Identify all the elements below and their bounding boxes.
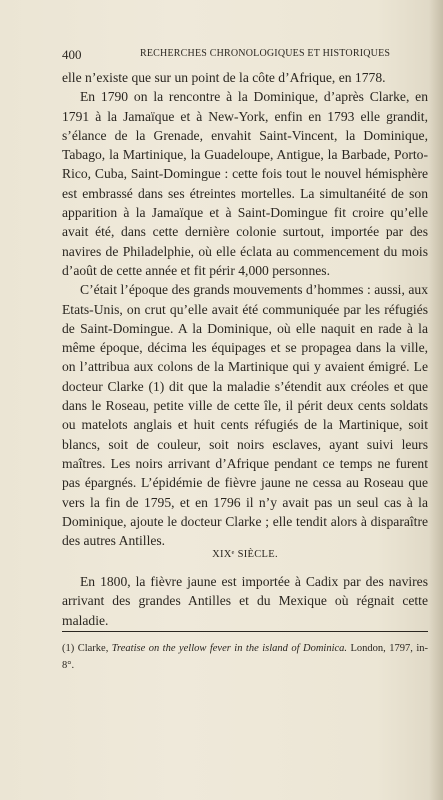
- page-shadow: [429, 0, 443, 800]
- paragraph-1790: En 1790 on la rencontre à la Dominique, d’après Clarke, en 1791 à la Jamaïque et à New-York, enfin en 1793 elle grandit, s’élance de la Grenade, envahit Saint-Vincent, la Dominique, Tabago, la Martinique, la Guadeloupe, Antigue, la Barbade, Porto-Rico, Cuba, Saint-Domingue : cette fois tout le nouvel hémisphère est embrassé dans ses étreintes mortelles. La simultanéité de son apparition à la Jamaïque et à Saint-Domingue fit croire qu’elle avait été, dans cette dernière colonie surtout, importée par des navires de Philadelphie, où elle éclata au commencement du mois d’août de cette année et fit périr 4,000 personnes.: [62, 89, 428, 278]
- paragraph-1800: En 1800, la fièvre jaune est importée à Cadix par des navires arrivant des grandes Antilles et du Mexique où régnait cette maladie.: [62, 574, 428, 628]
- paragraph-continuation: elle n’existe que sur un point de la côte d’Afrique, en 1778.: [62, 70, 386, 85]
- footnote-title: Treatise on the yellow fever in the island of Dominica.: [111, 643, 348, 654]
- footnote: [62, 640, 428, 674]
- running-title: RECHERCHES CHRONOLOGIQUES ET HISTORIQUES: [140, 48, 391, 59]
- footnote-publication: London, 1797, in-8°.: [62, 643, 429, 671]
- paragraph-epoque: C’était l’époque des grands mouvements d’hommes : aussi, aux Etats-Unis, on crut qu’elle avait été communiquée par les réfugiés de Saint-Domingue. A la Dominique, où elle naquit en rade à la même époque, décima les équipages et se propagea dans la ville, on l’attribua aux colons de la Martinique qui y avaient émigré. Le docteur Clarke (1) dit que la maladie s’étendit aux créoles et que dans le Roseau, petite ville de cette île, il périt deux cents soldats ou matelots anglais et huit cents réfugiés de la Martinique, soit blancs, soit de couleur, soit noirs esclaves, ayant suivi leurs maîtres. Les noirs arrivant d’Afrique pendant ce temps ne furent pas épargnés. L’épidémie de fièvre jaune ne cessa au Roseau que vers la fin de 1795, et en 1796 il n’y avait pas un seul cas à la Dominique, ajoute le docteur Clarke ; elle tendit alors à disparaître des autres Antilles.: [62, 282, 428, 549]
- footnote-divider: [62, 631, 428, 632]
- page-number: 400: [62, 47, 82, 62]
- main-text: [62, 68, 428, 550]
- footnote-author: (1) Clarke,: [62, 643, 109, 654]
- section-heading: XIXᵉ SIÈCLE.: [212, 549, 278, 560]
